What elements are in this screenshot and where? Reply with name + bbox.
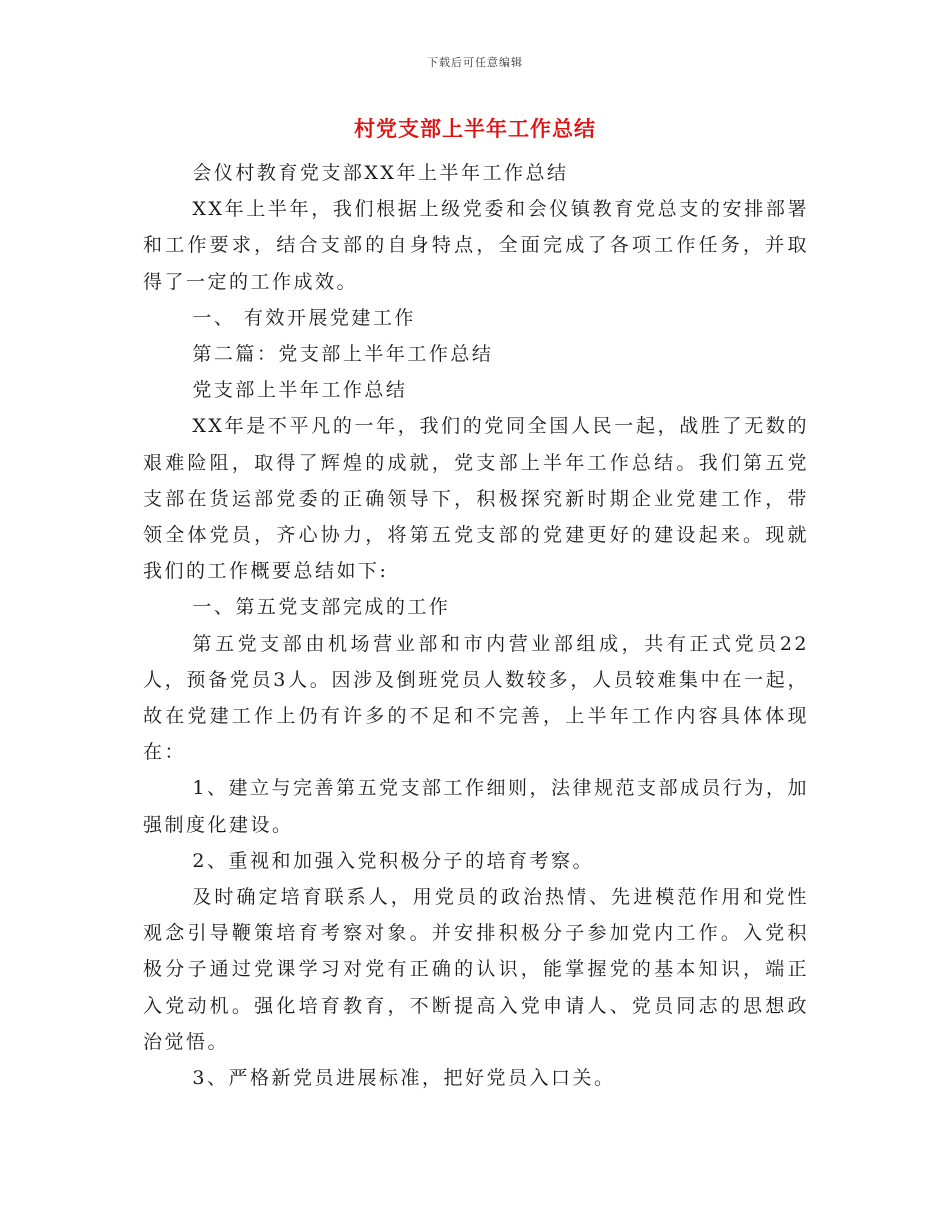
page-header-note: 下载后可任意编辑 xyxy=(427,56,523,69)
section-heading: 一、第五党支部完成的工作 xyxy=(192,596,451,619)
paragraph-detail: 及时确定培育联系人，用党员的政治热情、先进模范作用和党性观念引导鞭策培育考察对象。并安排积极分子参加党内工作。入党积极分子通过党课学习对党有正确的认识，能掌握党的基本知识，端正入党动机。强化培育教育，不断提高入党申请人、党员同志的思想政治觉悟。 xyxy=(143,886,809,1053)
document-title: 村党支部上半年工作总结 xyxy=(354,116,596,141)
paragraph-composition: 第五党支部由机场营业部和市内营业部组成，共有正式党员22人，预备党员3人。因涉及倒班党员人数较多，人员较难集中在一起，故在党建工作上仍有许多的不足和不完善，上半年工作内容具体体现在： xyxy=(143,632,809,764)
paragraph-intro: XX年上半年，我们根据上级党委和会仪镇教育党总支的安排部署和工作要求，结合支部的自身特点，全面完成了各项工作任务，并取得了一定的工作成效。 xyxy=(143,198,809,293)
paragraph-overview: XX年是不平凡的一年，我们的党同全国人民一起，战胜了无数的艰难险阻，取得了辉煌的成就，党支部上半年工作总结。我们第五党支部在货运部党委的正确领导下，积极探究新时期企业党建工作，带领全体党员，齐心协力，将第五党支部的党建更好的建设起来。现就我们的工作概要总结如下: xyxy=(143,415,809,583)
list-item: 1、建立与完善第五党支部工作细则，法律规范支部成员行为，加强制度化建设。 xyxy=(143,777,809,836)
section-heading: 一、 有效开展党建工作 xyxy=(192,306,416,329)
part-title: 党支部上半年工作总结 xyxy=(192,379,408,402)
part-heading: 第二篇：党支部上半年工作总结 xyxy=(192,343,494,366)
document-body xyxy=(143,155,809,1096)
paragraph-subtitle: 会仪村教育党支部XX年上半年工作总结 xyxy=(192,162,569,184)
list-item: 3、严格新党员进展标准，把好党员入口关。 xyxy=(192,1067,616,1090)
list-item: 2、重视和加强入党积极分子的培育考察。 xyxy=(192,849,594,872)
